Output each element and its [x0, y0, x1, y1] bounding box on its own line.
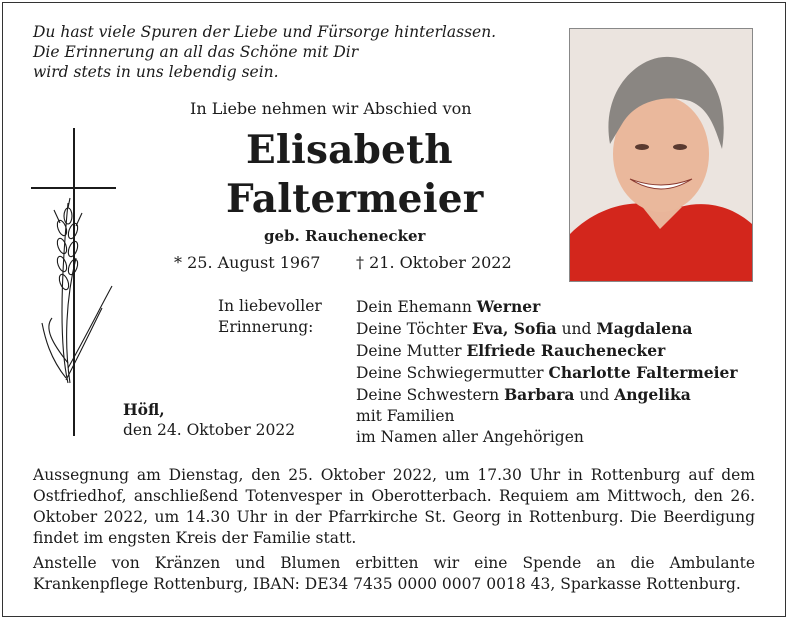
family-sisters	[356, 384, 738, 406]
family-families: mit Familien	[356, 407, 455, 425]
sisters-prefix: Deine Schwestern	[356, 386, 500, 404]
birth-name: geb. Rauchenecker	[264, 227, 426, 245]
family-mother-in-law	[356, 362, 738, 384]
and-text: und	[579, 386, 610, 404]
portrait-photo	[569, 28, 753, 282]
mother-name: Elfriede Rauchenecker	[466, 341, 666, 360]
mother-in-law-prefix: Deine Schwiegermutter	[356, 364, 544, 382]
memory-label-line-2: Erinnerung:	[218, 318, 314, 336]
husband-name: Werner	[476, 297, 541, 316]
daughter-name: Magdalena	[596, 319, 693, 338]
husband-prefix: Dein Ehemann	[356, 298, 472, 316]
poem-line-2: Die Erinnerung an all das Schöne mit Dir	[33, 43, 359, 61]
family-list	[356, 296, 738, 448]
donation-note: Anstelle von Kränzen und Blumen erbitten wir eine Spende an die Ambulante Krankenpflege Rottenburg, IBAN: DE34 7435 0000 0007 0018 43, Sparkasse Rottenburg.	[33, 554, 755, 593]
family-daughters	[356, 318, 738, 340]
sister-name-2: Angelika	[614, 385, 691, 404]
mother-prefix: Deine Mutter	[356, 342, 462, 360]
mother-in-law-name: Charlotte Faltermeier	[548, 363, 738, 382]
family-mother	[356, 340, 738, 362]
funeral-details: Aussegnung am Dienstag, den 25. Oktober 2022, um 17.30 Uhr in Rottenburg auf dem Ostfriedhof, anschließend Totenvesper in Oberotterbach. Requiem am Mittwoch, den 26. Oktober 2022, um 14.30 Uhr in der Pfarrkirche St. Georg in Rottenburg. Die Beerdigung findet im engsten Kreis der Familie statt.	[33, 466, 755, 547]
deceased-last-name: Faltermeier	[226, 176, 484, 222]
family-relatives: im Namen aller Angehörigen	[356, 428, 584, 446]
family-husband	[356, 296, 738, 318]
memory-label	[218, 296, 322, 338]
sister-name-1: Barbara	[504, 385, 575, 404]
birth-date: * 25. August 1967	[174, 253, 321, 272]
daughters-names: Eva, Sofia	[472, 319, 557, 338]
and-text: und	[561, 320, 592, 338]
notice-date: den 24. Oktober 2022	[123, 421, 296, 439]
poem-line-3: wird stets in uns lebendig sein.	[33, 63, 279, 81]
poem	[33, 22, 496, 82]
intro-text: In Liebe nehmen wir Abschied von	[190, 99, 472, 118]
death-date: † 21. Oktober 2022	[356, 253, 512, 272]
daughters-prefix: Deine Töchter	[356, 320, 468, 338]
deceased-first-name: Elisabeth	[246, 127, 453, 173]
cross-with-wheat-icon	[30, 128, 120, 438]
place: Höfl,	[123, 400, 165, 419]
memory-label-line-1: In liebevoller	[218, 297, 322, 315]
poem-line-1: Du hast viele Spuren der Liebe und Fürsorge hinterlassen.	[33, 23, 497, 41]
